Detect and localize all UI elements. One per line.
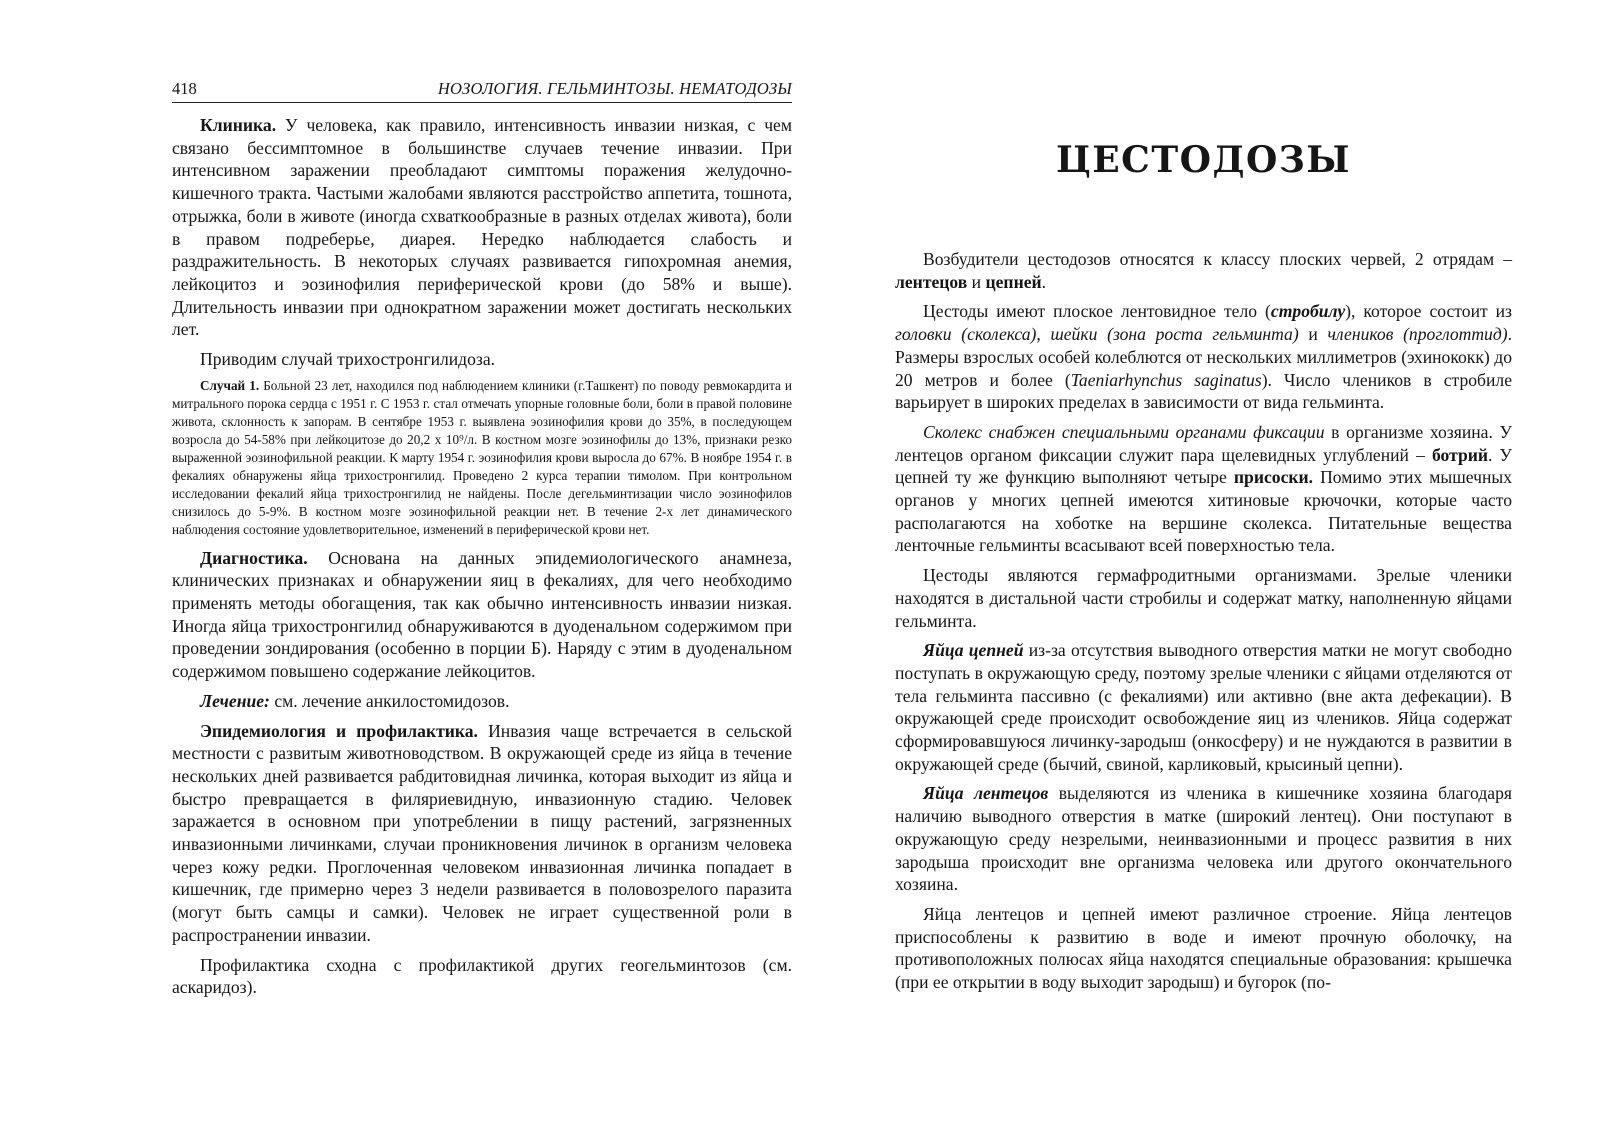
running-head [172, 78, 792, 103]
running-title: НОЗОЛОГИЯ. ГЕЛЬМИНТОЗЫ. НЕМАТОДОЗЫ [437, 79, 792, 98]
treatment-heading: Лечение: [200, 690, 270, 711]
suckers-term: присоски. [1233, 467, 1314, 488]
cestodes-body-paragraph: Цестоды имеют плоское лентовидное тело (стробилу), которое состоит из головки (сколекса), шейки (зона роста гельминта) и члеников (проглоттид). Размеры взрослых особей колеблются от нескольких миллиметров (эхинококк) до 20 метров и более (Taeniarhynchus saginatus). Число члеников в стробиле варьирует в широких пределах в зависимости от вида гельминта. [895, 301, 1513, 413]
head-term: головки (сколекса), шейки (зона роста гельминта) [895, 324, 1299, 345]
case-intro: Приводим случай трихостронгилидоза. [200, 349, 496, 370]
chapter-title: ЦЕСТОДОЗЫ [1055, 139, 1352, 181]
case-heading: Случай 1. [200, 377, 260, 393]
hermaphrodite-paragraph: Цестоды являются гермафродитными организмами. Зрелые членики находятся в дистальной части стробилы и содержат матку, наполненную яйцами гельминта. [895, 565, 1512, 631]
diagnostics-text: Основана на данных эпидемиологического анамнеза, клинических признаках и обнаружении яиц в фекалиях, для чего необходимо применять методы обогащения, так как обычно интенсивность инвазии низкая. Иногда яйца трихостронгилид обнаруживаются в дуоденальном содержимом при проведении зондирования (особенно в порции Б). Наряду с этим в дуоденальном содержимом повышено содержание лейкоцитов. [172, 547, 792, 682]
scolex-paragraph: Сколекс снабжен специальными органами фиксации в организме хозяина. У лентецов органом фиксации служит пара щелевидных углублений – ботрий. У цепней ту же функцию выполняют четыре присоски. Помимо этих мышечных органов у многих цепней имеются хитиновые крючочки, которые часто располагаются на хоботке на вершине сколекса. Питательные вещества ленточные гельминты всасывают всей поверхностью тела. [895, 421, 1512, 556]
prophylaxis-paragraph: Профилактика сходна с профилактикой других геогельминтозов (см. аскаридоз). [172, 954, 792, 998]
case-text: Больной 23 лет, находился под наблюдением клиники (г.Ташкент) по поводу ревмокардита и митрального порока сердца с 1951 г. С 1953 г. стал отмечать упорные головные боли, боли в правой половине живота, склонность к запорам. В сентябре 1953 г. выявлена эозинофилия крови до 35%, в последующем возросла до 54-58% при лейкоцитозе до 20,2 х 10⁹/л. В костном мозге эозинофилы до 13%, признаки резко выраженной эозинофильной реакции. К марту 1954 г. эозинофилия крови выросла до 67%. В ноябре 1954 г. в фекалиях обнаружены яйца трихостронгилид. Проведено 2 курса терапии тимолом. При контрольном исследовании фекалий яйца трихостронгилид не найдены. После дегельминтизации число эозинофилов снизилось до 5-9%. В костном мозге эозинофильной реакции нет. В течение 2-х лет динамического наблюдения состояние удовлетворительное, изменений в периферической крови нет. [172, 377, 792, 538]
tsepni-eggs-heading: Яйца цепней [923, 640, 1024, 661]
cestodes-intro-paragraph: Возбудители цестодозов относятся к классу плоских червей, 2 отрядам – лентецов и цепней. [895, 249, 1512, 292]
eggs-structure-paragraph: Яйца лентецов и цепней имеют различное строение. Яйца лентецов приспособлены к развитию в воде и имеют прочную оболочку, на противоположных полюсах яйца находятся специальные образования: крышечка (при ее открытии в воду выходит зародыш) и бугорок (по- [895, 903, 1512, 993]
bothria-term: ботрий [1431, 444, 1489, 465]
species-name: Taeniarhynchus saginatus [1070, 369, 1262, 390]
diagnostics-paragraph [172, 547, 792, 683]
diagnostics-heading: Диагностика. [200, 547, 308, 568]
left-page-body [172, 114, 792, 999]
lentets-term: лентецов [895, 271, 968, 292]
epidemiology-heading: Эпидемиология и профилактика. [200, 720, 478, 741]
case-paragraph [172, 377, 792, 540]
clinic-heading: Клиника. [200, 115, 277, 135]
epidemiology-text: Инвазия чаще встречается в сельской местности с развитым животноводством. В окружающей среде из яйца в течение нескольких дней развивается рабдитовидная личинка, которая выходит из яйца и быстро превращается в филяриевидную, инвазионную стадию. Человек заражается в основном при употреблении в пищу растений, загрязненных инвазионными личинками, случаи проникновения личинок в организм человека через кожу редки. Проглоченная человеком инвазионная личинка попадает в кишечник, где примерно через 3 недели развивается в половозрелого паразита (могут быть самцы и самки). Человек не играет существенной роли в распространении инвазии. [172, 720, 792, 945]
tsepni-term: цепней [985, 271, 1042, 292]
lentets-eggs-paragraph: Яйца лентецов выделяются из членика в кишечнике хозяина благодаря наличию выводного отверстия в матке (широкий лентец). Они поступают в окружающую среду незрелыми, неинвазионными и процесс развития в них зародыша происходит вне организма человека или другого окончательного хозяина. [895, 783, 1513, 895]
epidemiology-paragraph [172, 720, 792, 947]
strobila-term: стробилу [1270, 301, 1346, 322]
clinic-text: У человека, как правило, интенсивность инвазии низкая, с чем связано бессимптомное в большинстве случаев течение инвазии. При интенсивном заражении преобладают симптомы поражения желудочно-кишечного тракта. Частыми жалобами являются расстройство аппетита, тошнота, отрыжка, боли в животе (иногда схваткообразные в разных отделах живота), боли в правом подреберье, диарея. Нередко наблюдается слабость и раздражительность. В некоторых случаях развивается гипохромная анемия, лейкоцитоз и эозинофилия периферической крови (до 58% и выше). Длительность инвазии при однократном заражении может достигать нескольких лет. [172, 115, 792, 340]
treatment-paragraph [172, 690, 792, 713]
treatment-text: см. лечение анкилостомидозов. [269, 690, 510, 711]
segments-term: члеников (проглоттид) [1327, 324, 1508, 345]
lentets-eggs-heading: Яйца лентецов [923, 783, 1049, 804]
right-page-body [895, 248, 1512, 994]
scolex-italic: Сколекс снабжен специальными органами фиксации [923, 421, 1325, 442]
page-number: 418 [172, 79, 197, 98]
clinic-paragraph [172, 114, 792, 341]
tsepni-eggs-paragraph: Яйца цепней из-за отсутствия выводного отверстия матки не могут свободно поступать в окружающую среду, поэтому зрелые членики с яйцами отделяются от тела гельминта пассивно (с фекалиями) или активно (вне акта дефекации). В окружающей среде происходит освобождение яиц из члеников. Яйца содержат сформировавшуюся личинку-зародыш (онкосферу) и не нуждаются в развитии в окружающей среде (бычий, свиной, карликовый, крысиный цепни). [895, 640, 1512, 774]
